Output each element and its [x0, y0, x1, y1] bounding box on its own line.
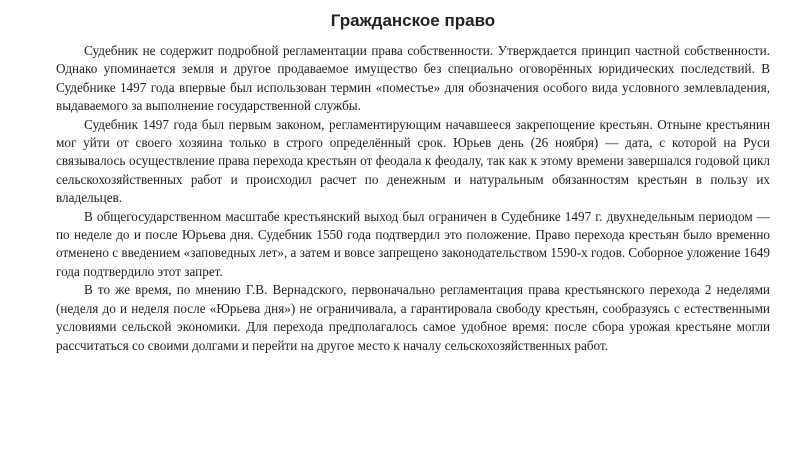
paragraph: Судебник не содержит подробной регламентации права собственности. Утверждается принцип частной собственности. Однако упоминается земля и другое продаваемое имущество без специально оговорённых юридических последствий. В Судебнике 1497 года впервые был использован термин «поместье» для обозначения особого вида условного землевладения, выдаваемого за выполнение государственной службы. — [56, 43, 770, 114]
paragraph: Судебник 1497 года был первым законом, регламентирующим начавшееся закрепощение крестьян. Отныне крестьянин мог уйти от своего хозяина только в строго определённый срок. Юрьев день (26 ноября) — дата, с которой на Руси связывалось осуществление права перехода крестьян от феодала к феодалу, так как к этому времени завершался годовой цикл сельскохозяйственных работ и происходил расчет по денежным и натуральным обязанностям крестьян в пользу их владельцев. — [56, 116, 770, 206]
page-title: Гражданское право — [330, 11, 496, 30]
paragraph: В то же время, по мнению Г.В. Вернадского, первоначально регламентация права крестьянского перехода 2 неделями (неделя до и неделя после «Юрьева дня») не ограничивала, а гарантировала свободу крестьян, сообразуясь с естественными условиями сельской экономики. Для перехода предполагалось самое удобное время: после сбора урожая крестьяне могли рассчитаться со своими долгами и перейти на другое место к началу сельскохозяйственных работ. — [56, 282, 770, 353]
paragraph: В общегосударственном масштабе крестьянский выход был ограничен в Судебнике 1497 г. двухнедельным периодом — по неделе до и после Юрьева дня. Судебник 1550 года подтвердил это положение. Право перехода крестьян было временно отменено с введением «заповедных лет», а затем и вовсе запрещено законодательством 1590-х годов. Соборное уложение 1649 года подтвердило этот запрет. — [56, 208, 770, 279]
body-text — [56, 42, 770, 355]
